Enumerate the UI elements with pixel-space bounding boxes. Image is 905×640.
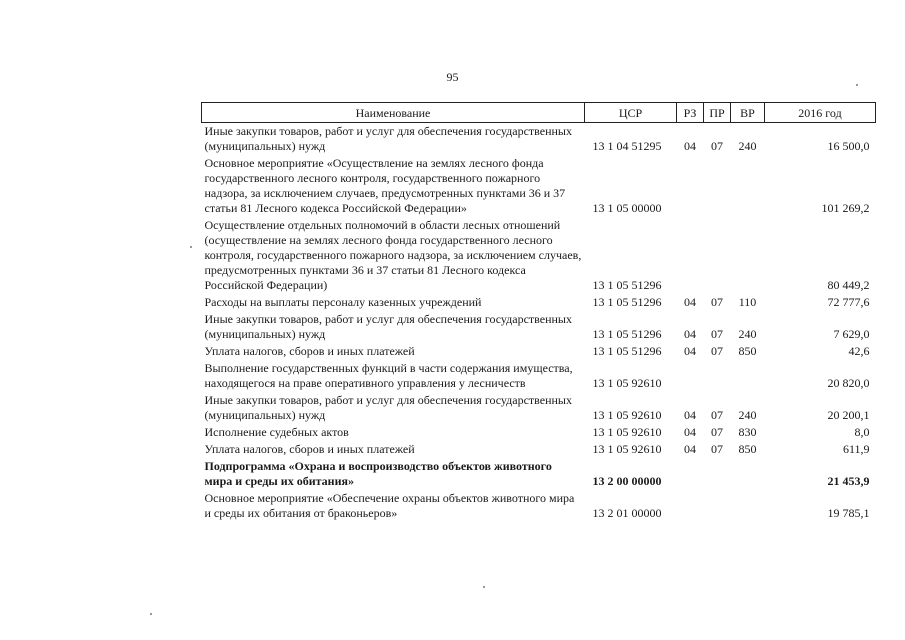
row-vr-cell: 240 <box>738 408 757 422</box>
row-name-cell: Основное мероприятие «Осуществление на землях лесного фонда государственного лесного контроля, государственного пожарного надзора, за исключением случаев, предусмотренных пунктами 36 и 37 статьи 81 Лесного кодекса Российской Федерации» <box>204 156 566 215</box>
row-name-cell: Осуществление отдельных полномочий в области лесных отношений (осуществление на землях лесного фонда государственного лесного контроля, государственного пожарного надзора, за исключением случаев, предусмотренных пунктами 36 и 37 статьи 81 Лесного кодекса Российской Федерации) <box>204 218 582 292</box>
row-name-cell: Исполнение судебных актов <box>204 425 349 439</box>
row-amount-cell: 42,6 <box>848 344 870 358</box>
row-pr-cell: 07 <box>711 327 723 341</box>
row-amount-cell: 72 777,6 <box>827 295 870 309</box>
header-year: 2016 год <box>765 103 876 123</box>
row-vr-cell: 110 <box>738 295 757 309</box>
header-pr: ПР <box>704 103 731 123</box>
row-csr-cell: 13 1 05 51296 <box>592 295 662 309</box>
row-rz-cell <box>677 155 704 217</box>
row-pr-cell: 07 <box>711 295 723 309</box>
table-row <box>202 441 876 458</box>
row-csr-cell: 13 1 05 00000 <box>592 201 662 215</box>
row-vr-cell: 830 <box>738 425 757 439</box>
table-row <box>202 424 876 441</box>
row-pr-cell: 07 <box>711 139 723 153</box>
row-amount-cell: 7 629,0 <box>833 327 870 341</box>
scan-speck <box>150 613 152 615</box>
row-vr-cell: 240 <box>738 327 757 341</box>
table-row <box>202 343 876 360</box>
row-amount-cell: 101 269,2 <box>821 201 870 215</box>
row-name-cell: Иные закупки товаров, работ и услуг для обеспечения государственных (муниципальных) нужд <box>204 312 572 341</box>
row-pr-cell: 07 <box>711 425 723 439</box>
header-name: Наименование <box>202 103 585 123</box>
row-pr-cell: 07 <box>711 442 723 456</box>
row-csr-cell: 13 1 05 51296 <box>592 344 662 358</box>
row-csr-cell: 13 1 05 92610 <box>592 442 662 456</box>
header-csr: ЦСР <box>585 103 677 123</box>
row-rz-cell: 04 <box>684 408 696 422</box>
table-row <box>202 490 876 522</box>
row-rz-cell: 04 <box>684 344 696 358</box>
row-pr-cell: 07 <box>711 344 723 358</box>
row-vr-cell: 850 <box>738 442 757 456</box>
row-amount-cell: 21 453,9 <box>827 474 870 488</box>
table-header-row <box>202 103 876 123</box>
scan-speck <box>190 246 192 248</box>
table-row <box>202 458 876 490</box>
row-amount-cell: 16 500,0 <box>827 139 870 153</box>
row-name-cell: Выполнение государственных функций в части содержания имущества, находящегося на праве оперативного управления у лесничеств <box>204 361 573 390</box>
table-row <box>202 392 876 424</box>
row-amount-cell: 19 785,1 <box>827 506 870 520</box>
table-row <box>202 217 876 294</box>
row-csr-cell: 13 1 05 51296 <box>592 327 662 341</box>
table-row <box>202 294 876 311</box>
row-pr-cell <box>704 458 731 490</box>
row-csr-cell: 13 2 01 00000 <box>592 506 662 520</box>
header-rz: РЗ <box>677 103 704 123</box>
row-name-cell: Иные закупки товаров, работ и услуг для обеспечения государственных (муниципальных) нужд <box>204 124 572 153</box>
row-vr-cell <box>731 155 765 217</box>
row-pr-cell: 07 <box>711 408 723 422</box>
table-row <box>202 311 876 343</box>
row-rz-cell: 04 <box>684 295 696 309</box>
row-csr-cell: 13 1 05 92610 <box>592 425 662 439</box>
page-number: 95 <box>446 70 459 84</box>
row-rz-cell: 04 <box>684 327 696 341</box>
row-name-cell: Уплата налогов, сборов и иных платежей <box>204 442 415 456</box>
row-name-cell: Подпрограмма «Охрана и воспроизводство объектов животного мира и среды их обитания» <box>204 459 552 488</box>
row-csr-cell: 13 1 05 51296 <box>592 278 662 292</box>
table-row <box>202 360 876 392</box>
row-amount-cell: 20 820,0 <box>827 376 870 390</box>
table-body <box>202 123 876 523</box>
row-pr-cell <box>704 217 731 294</box>
row-rz-cell <box>677 217 704 294</box>
row-csr-cell: 13 1 05 92610 <box>592 408 662 422</box>
row-name-cell: Расходы на выплаты персоналу казенных учреждений <box>204 295 482 309</box>
row-vr-cell <box>731 360 765 392</box>
row-csr-cell: 13 1 05 92610 <box>592 376 662 390</box>
row-vr-cell <box>731 490 765 522</box>
row-csr-cell: 13 2 00 00000 <box>592 474 662 488</box>
scan-speck <box>856 84 858 86</box>
row-amount-cell: 611,9 <box>842 442 870 456</box>
row-pr-cell <box>704 155 731 217</box>
row-rz-cell: 04 <box>684 425 696 439</box>
row-vr-cell <box>731 217 765 294</box>
row-vr-cell <box>731 458 765 490</box>
row-csr-cell: 13 1 04 51295 <box>592 139 662 153</box>
row-rz-cell <box>677 360 704 392</box>
row-rz-cell: 04 <box>684 442 696 456</box>
scan-speck <box>483 586 485 588</box>
row-rz-cell <box>677 490 704 522</box>
row-amount-cell: 20 200,1 <box>827 408 870 422</box>
row-rz-cell: 04 <box>684 139 696 153</box>
row-rz-cell <box>677 458 704 490</box>
table-row <box>202 155 876 217</box>
row-name-cell: Уплата налогов, сборов и иных платежей <box>204 344 415 358</box>
row-pr-cell <box>704 360 731 392</box>
table-row <box>202 123 876 156</box>
header-vr: ВР <box>731 103 765 123</box>
row-amount-cell: 8,0 <box>854 425 870 439</box>
budget-table <box>201 102 876 522</box>
row-pr-cell <box>704 490 731 522</box>
row-vr-cell: 240 <box>738 139 757 153</box>
row-name-cell: Основное мероприятие «Обеспечение охраны объектов животного мира и среды их обитания от браконьеров» <box>204 491 575 520</box>
row-name-cell: Иные закупки товаров, работ и услуг для обеспечения государственных (муниципальных) нужд <box>204 393 572 422</box>
row-amount-cell: 80 449,2 <box>827 278 870 292</box>
row-vr-cell: 850 <box>738 344 757 358</box>
